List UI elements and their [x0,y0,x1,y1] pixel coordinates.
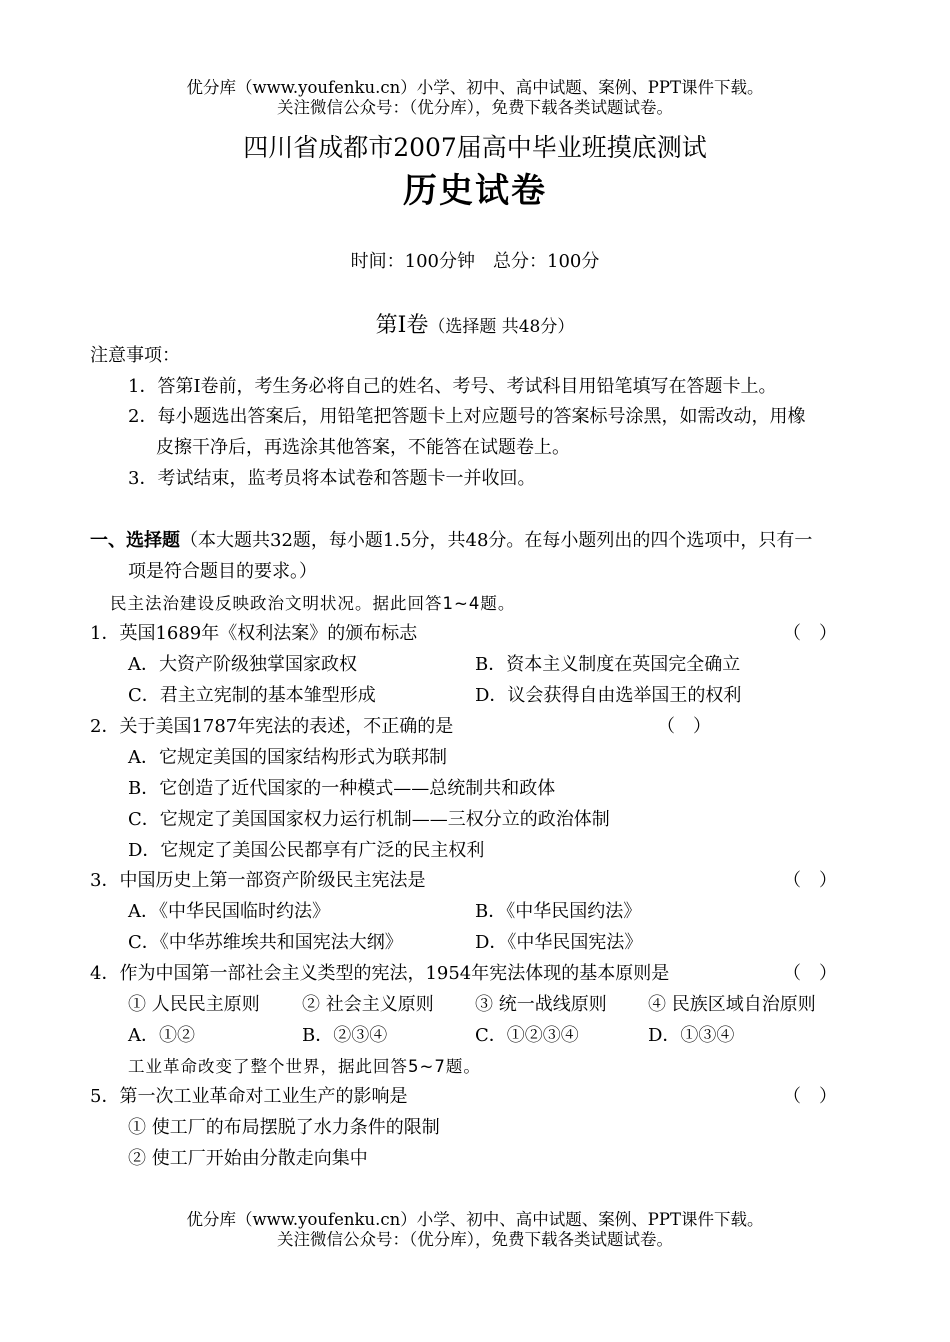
q3-stem: 3．中国历史上第一部资产阶级民主宪法是 [90,870,426,891]
header-line-2: 关注微信公众号：（优分库），免费下载各类试题试卷。 [277,98,673,117]
q4-answer-paren: （ ） [783,963,837,984]
time-info: 时间：100分钟 总分：100分 [350,251,600,272]
header-line-1: 优分库（www.youfenku.cn）小学、初中、高中试题、案例、PPT课件下载。 [186,78,764,97]
q4-item-4: ④ 民族区域自治原则 [648,994,816,1015]
part1-label: 一、选择题 [90,530,180,551]
notice-item-2: 2．每小题选出答案后，用铅笔把答题卡上对应题号的答案标号涂黑，如需改动，用橡 [128,406,806,427]
q4-item-3: ③ 统一战线原则 [475,994,607,1015]
q5-stem: 5．第一次工业革命对工业生产的影响是 [90,1086,408,1107]
footer-line-2: 关注微信公众号：（优分库），免费下载各类试题试卷。 [277,1230,673,1249]
q2-option-a: A．它规定美国的国家结构形式为联邦制 [128,747,447,768]
q1-stem: 1．英国1689年《权利法案》的颁布标志 [90,623,418,644]
q4-stem: 4．作为中国第一部社会主义类型的宪法，1954年宪法体现的基本原则是 [90,963,670,984]
section-label: 第Ⅰ卷 [375,313,429,338]
q1-option-d: D．议会获得自由选举国王的权利 [475,685,742,706]
q3-option-a: A．《中华民国临时约法》 [128,901,330,922]
section-heading [0,312,950,341]
group-intro-2: 工业革命改变了整个世界，据此回答5~7题。 [128,1057,481,1076]
q4-option-d: D．①③④ [648,1025,735,1046]
q3-option-c: C．《中华苏维埃共和国宪法大纲》 [128,932,403,953]
q5-item-2: ② 使工厂开始由分散走向集中 [128,1148,368,1169]
part1-desc: （本大题共32题，每小题1.5分，共48分。在每小题列出的四个选项中，只有一 [180,530,813,551]
q5-answer-paren: （ ） [783,1086,837,1107]
q4-item-1: ① 人民民主原则 [128,994,260,1015]
q3-answer-paren: （ ） [783,870,837,891]
notice-item-1: 1．答第Ⅰ卷前，考生务必将自己的姓名、考号、考试科目用铅笔填写在答题卡上。 [128,376,777,397]
part1-heading [90,529,812,553]
q1-option-b: B．资本主义制度在英国完全确立 [475,654,741,675]
q2-option-b: B．它创造了近代国家的一种模式——总统制共和政体 [128,778,556,799]
q4-item-2: ② 社会主义原则 [302,994,434,1015]
footer-line-1: 优分库（www.youfenku.cn）小学、初中、高中试题、案例、PPT课件下载。 [186,1210,764,1229]
q4-option-a: A．①② [128,1025,195,1046]
part1-desc-cont: 项是符合题目的要求。） [128,561,317,582]
q1-option-a: A．大资产阶级独掌国家政权 [128,654,357,675]
q3-option-b: B．《中华民国约法》 [475,901,642,922]
notice-item-3: 3．考试结束，监考员将本试卷和答题卡一并收回。 [128,468,536,489]
q3-option-d: D．《中华民国宪法》 [475,932,643,953]
q2-option-d: D．它规定了美国公民都享有广泛的民主权利 [128,840,485,861]
q2-option-c: C．它规定了美国国家权力运行机制——三权分立的政治体制 [128,809,610,830]
q5-item-1: ① 使工厂的布局摆脱了水力条件的限制 [128,1117,440,1138]
q4-option-c: C．①②③④ [475,1025,579,1046]
q2-stem: 2．关于美国1787年宪法的表述，不正确的是 [90,716,454,737]
q1-option-c: C．君主立宪制的基本雏型形成 [128,685,376,706]
exam-title: 四川省成都市2007届高中毕业班摸底测试 [243,133,707,162]
notice-heading: 注意事项： [90,345,180,366]
q4-option-b: B．②③④ [302,1025,388,1046]
section-note: （选择题 共48分） [428,317,575,337]
notice-item-2-cont: 皮擦干净后，再选涂其他答案，不能答在试题卷上。 [156,437,570,458]
q2-answer-paren: （ ） [657,716,711,737]
group-intro-1: 民主法治建设反映政治文明状况。据此回答1~4题。 [110,594,516,613]
q1-answer-paren: （ ） [783,623,837,644]
subject-title: 历史试卷 [403,171,547,211]
